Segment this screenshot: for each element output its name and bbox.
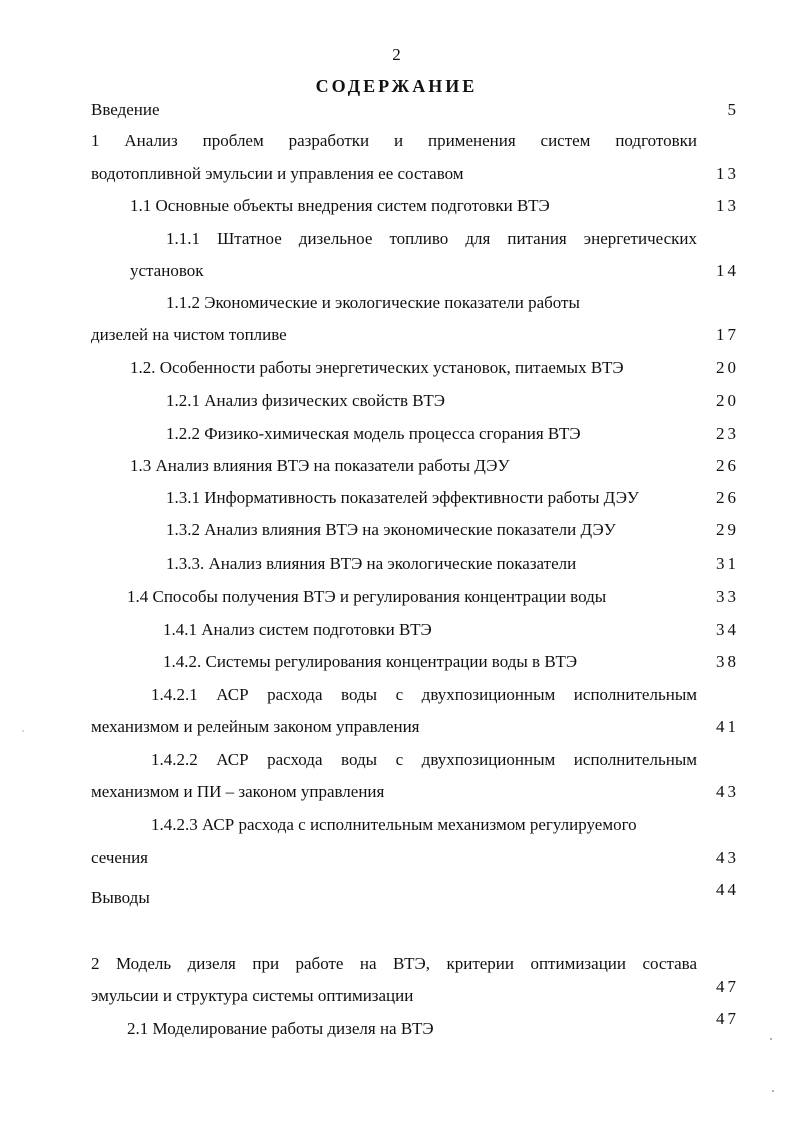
toc-entry-line2: механизмом и ПИ – законом управления bbox=[91, 782, 385, 801]
toc-page-number: 29 bbox=[716, 520, 739, 539]
toc-page-number: 20 bbox=[716, 358, 739, 377]
toc-entry-line1: 1 Анализ проблем разработки и применения систем подготовки bbox=[91, 131, 697, 150]
toc-entry-line1: 2 Модель дизеля при работе на ВТЭ, критерии оптимизации состава bbox=[91, 954, 697, 973]
toc-page-number: 38 bbox=[716, 652, 739, 671]
page-number: 2 bbox=[392, 45, 401, 64]
toc-page-number: 47 bbox=[716, 1009, 739, 1028]
toc-entry-line1: 1.4.2.3 АСР расхода с исполнительным механизмом регулируемого bbox=[151, 815, 637, 834]
toc-entry-line2: сечения bbox=[91, 848, 148, 867]
scan-speck bbox=[22, 730, 24, 732]
toc-page-number: 44 bbox=[716, 880, 739, 899]
toc-entry-text: Введение bbox=[91, 100, 160, 119]
toc-entry-line1: 1.4.2.2 АСР расхода воды с двухпозиционным исполнительным bbox=[151, 750, 697, 769]
toc-entry-text: 1.2.2 Физико-химическая модель процесса сгорания ВТЭ bbox=[166, 424, 581, 443]
toc-entry-line2: эмульсии и структура системы оптимизации bbox=[91, 986, 414, 1005]
toc-page-number: 33 bbox=[716, 587, 739, 606]
toc-page-number: 47 bbox=[716, 977, 739, 996]
toc-entry-text: 1.4.2. Системы регулирования концентрации воды в ВТЭ bbox=[163, 652, 578, 671]
toc-page-number: 13 bbox=[716, 164, 739, 183]
toc-entry-line2: установок bbox=[130, 261, 204, 280]
toc-entry-line2: дизелей на чистом топливе bbox=[91, 325, 287, 344]
toc-entry-text: 1.1 Основные объекты внедрения систем подготовки ВТЭ bbox=[130, 196, 550, 215]
toc-entry-text: 1.3.2 Анализ влияния ВТЭ на экономические показатели ДЭУ bbox=[166, 520, 616, 539]
toc-entry-text: 2.1 Моделирование работы дизеля на ВТЭ bbox=[127, 1019, 434, 1038]
toc-entry-line2: механизмом и релейным законом управления bbox=[91, 717, 420, 736]
toc-entry-text: 1.4 Способы получения ВТЭ и регулирования концентрации воды bbox=[127, 587, 607, 606]
toc-page-number: 14 bbox=[716, 261, 739, 280]
toc-entry-text: Выводы bbox=[91, 888, 150, 907]
toc-entry-line1: 1.4.2.1 АСР расхода воды с двухпозиционным исполнительным bbox=[151, 685, 697, 704]
toc-page-number: 20 bbox=[716, 391, 739, 410]
toc-page-number: 13 bbox=[716, 196, 739, 215]
toc-entry-line1: 1.1.2 Экономические и экологические показатели работы bbox=[166, 293, 580, 312]
toc-page-number: 34 bbox=[716, 620, 739, 639]
toc-page-number: 26 bbox=[716, 456, 739, 475]
toc-entry-text: 1.3.3. Анализ влияния ВТЭ на экологические показатели bbox=[166, 554, 577, 573]
toc-entry-line2: водотопливной эмульсии и управления ее составом bbox=[91, 164, 464, 183]
toc-page-number: 17 bbox=[716, 325, 739, 344]
toc-page-number: 23 bbox=[716, 424, 739, 443]
scan-speck bbox=[770, 1038, 772, 1040]
page-title: СОДЕРЖАНИЕ bbox=[315, 76, 478, 96]
toc-entry-text: 1.2. Особенности работы энергетических установок, питаемых ВТЭ bbox=[130, 358, 624, 377]
toc-entry-text: 1.2.1 Анализ физических свойств ВТЭ bbox=[166, 391, 445, 410]
toc-page-number: 43 bbox=[716, 848, 739, 867]
toc-page-number: 43 bbox=[716, 782, 739, 801]
toc-entry-text: 1.3 Анализ влияния ВТЭ на показатели работы ДЭУ bbox=[130, 456, 510, 475]
toc-page-number: 31 bbox=[716, 554, 739, 573]
scan-speck bbox=[772, 1090, 774, 1092]
toc-entry-text: 1.3.1 Информативность показателей эффективности работы ДЭУ bbox=[166, 488, 639, 507]
toc-page-number: 5 bbox=[727, 100, 739, 119]
toc-page-number: 41 bbox=[716, 717, 739, 736]
toc-page-number: 26 bbox=[716, 488, 739, 507]
toc-entry-line1: 1.1.1 Штатное дизельное топливо для питания энергетических bbox=[166, 229, 697, 248]
toc-entry-text: 1.4.1 Анализ систем подготовки ВТЭ bbox=[163, 620, 432, 639]
